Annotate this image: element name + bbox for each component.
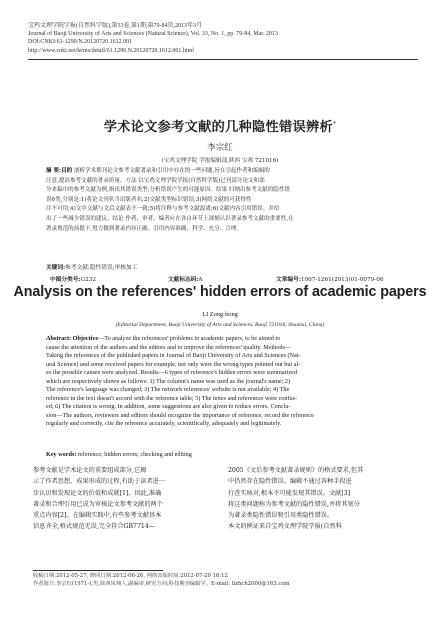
footnote-rule [33, 570, 163, 571]
footnote [33, 572, 418, 588]
body-line: 中仍然存在隐性错误。编辑不通过各种手段进 [228, 478, 352, 486]
abstract-cn-line: 注不可用;4)文中文献与文后文献表不一致;5)将注释与参考文献混淆;6)文献内容引用错误。并给 [46, 206, 280, 213]
author-en: LI Zong-hong [202, 311, 238, 318]
article-no-field [276, 274, 383, 283]
body-line: 行查实核对,根本不可能发现其错误。文献[3] [228, 489, 351, 497]
affiliation-en: (Editorial Department, Baoji University of Arts and Sciences, Baoji 721016, Shaanxi, China) [115, 322, 325, 328]
author-cn: 李宗红 [207, 143, 233, 153]
body-line: 将这类问题称为参考文献的隐性错误,并将其划分 [228, 500, 360, 508]
keywords-cn-label: 关键词: [46, 265, 66, 271]
doc-code-value: A [198, 277, 203, 283]
body-line: 步认识和发现论文的价值和成就[1]。因此,准确 [33, 489, 162, 497]
body-line: 2005《文后参考文献著录规则》的格式要求,但其 [228, 467, 364, 474]
clc-field [50, 274, 168, 283]
affiliation-cn: (宝鸡文理学院 学报编辑部,陕西 宝鸡 721016) [161, 158, 279, 164]
body-column-left [33, 465, 201, 533]
abstract-cn-line [46, 167, 402, 177]
abstract-en-line: The reference's language was changed; 3) The network references' website is not available; 4) The [46, 386, 290, 394]
body-line: 示了作者思想、成果形成的过程,有助于读者进一 [33, 478, 165, 486]
header-line-en: Journal of Baoji University of Arts and Sciences (Natural Science), Vol. 33, No. 1, pp. 79-84, Mar. 2013 [28, 31, 278, 38]
abstract-en-line: ural Science) and some received papers for example, not only were the wrong types pointed out but al- [46, 360, 301, 368]
title-cn-mark: * [332, 120, 337, 128]
keywords-en [46, 451, 402, 458]
clc-value: G232 [80, 277, 96, 283]
body-line: 本文的例证来自宝鸡文理学院学报(自然科 [228, 523, 342, 531]
abstract-en-line: cause the attention of the authors and the editors and to improve the references' quality. Methods— [46, 343, 292, 351]
body-line: 为著录类隐性错误和引用类隐性错误。 [228, 512, 334, 520]
header-url: http://www.cnki.net/kcms/detail/61.1290.N.20120720.1612.001.html [28, 47, 194, 54]
abstract-en-label: Abstract: Objective [46, 335, 99, 342]
abstract-cn-line: 误6类,分别是:1)将论文刊名当出版者名;2)文献类型标识错误;3)网络文献的可获得性 [46, 196, 252, 203]
clc-label: 中图分类号: [50, 277, 81, 283]
page-title-en: Analysis on the references' hidden errors of academic papers [13, 284, 427, 300]
footnote-author-bio: 作者简介:李宗红(1971-),男,陕西凤翔人,副编审,研究方向:科技期刊编辑学。E-mail: lizhch2000@163.com [33, 581, 290, 588]
abstract-en-line: which are respectively shown as follows: 1) The column's name was used as the journal's name; 2) [46, 377, 291, 385]
title-cn-text: 学术论文参考文献的几种隐性错误辨析 [103, 120, 333, 135]
header-line-cn: 宝鸡文理学院学报(自然科学版),第33卷,第1期,第79-84页,2013年3月 [28, 23, 202, 29]
keywords-en-value: reference; hidden errors; checking and editing [77, 451, 192, 458]
abstract-cn-line: 分来稿中的参考文献为例,指出其错误类型;分析错误产生的可能原因。结果 归纳出参考文献的隐性错 [46, 187, 290, 194]
abstract-cn-line: 注意,提高参考文献的著录质量。方法 以宝鸡文理学院学报(自然科学版)已刊部分论文和部 [46, 177, 265, 184]
body-line: 重点内容[2]。在编辑实践中,有些参考文献基本 [33, 512, 162, 520]
abstract-cn-text: 剖析学术期刊论文参考文献著录和引用中存在的一些问题,旨在引起作者和编辑的 [73, 168, 270, 174]
abstract-cn [46, 167, 402, 234]
abstract-cn-line: 著录规范的前提下,努力做到著录内容正确、引用内容准确、科学、充分、合理。 [46, 225, 242, 232]
abstract-en-line: sion—The authors, reviewers and editors should recognize the importance of reference, record the reference [46, 411, 314, 419]
body-column-right [228, 465, 396, 533]
classification-row [50, 274, 406, 283]
abstract-en-line: reference in the text doesn't accord with the reference table; 5) The notes and references were confus- [46, 394, 298, 402]
abstract-cn-line: 出了一些减少错误的建议。结论 作者、审者、编者应在各自环节上深刻认识著录参考文献的重要性,在 [46, 215, 294, 222]
header-doi: DOI:CNKI:61-1290/N.20120720.1612.001 [28, 39, 133, 46]
footnote-dates: 收稿日期:2012-05-27, 修回日期:2012-06-26, 网络出版时间:2012-07-20 16:12 [33, 573, 228, 579]
keywords-en-label: Key words: [46, 451, 77, 458]
abstract-en-line: ed; 6) The citation is wrong. In addition, some suggestions are also given to reduce errors. Conclu- [46, 403, 291, 411]
abstract-en-line: regularly and correctly, cite the reference accurately, scientifically, adequately and legitimately. [46, 420, 282, 428]
abstract-en-line [46, 335, 402, 344]
article-no-value: 1007-1261(2013)01-0079-06 [300, 277, 384, 283]
keywords-cn [46, 264, 402, 273]
header-rule [28, 59, 418, 60]
page-title-cn [0, 116, 440, 135]
body-line: 信息齐全,格式规范无误,完全符合GB7714— [33, 523, 155, 531]
journal-header [28, 22, 418, 55]
article-no-label: 文章编号: [276, 277, 301, 283]
body-line: 著录和合理引用已成为审核论文参考文献的两个 [33, 500, 163, 508]
keywords-cn-value: 参考文献;隐性错误;审核加工 [65, 265, 138, 271]
abstract-en-line: so the possible causes were analyzed. Results—6 types of reference's hidden errors were summarized [46, 369, 297, 377]
doc-code-label: 文献标志码: [168, 277, 199, 283]
body-line: 参考文献是学术论文的重要组成部分,它揭 [33, 467, 147, 474]
doc-code-field [168, 274, 276, 283]
abstract-cn-label: 摘 要:目的 [46, 168, 73, 174]
abstract-en-text: —To analyze the references' problems in academic papers, to be aimed to [98, 335, 281, 342]
abstract-en [46, 335, 402, 429]
abstract-en-line: Taking the references of the published papers in Journal of Baoji University of Arts and Sciences (Nat- [46, 352, 301, 360]
